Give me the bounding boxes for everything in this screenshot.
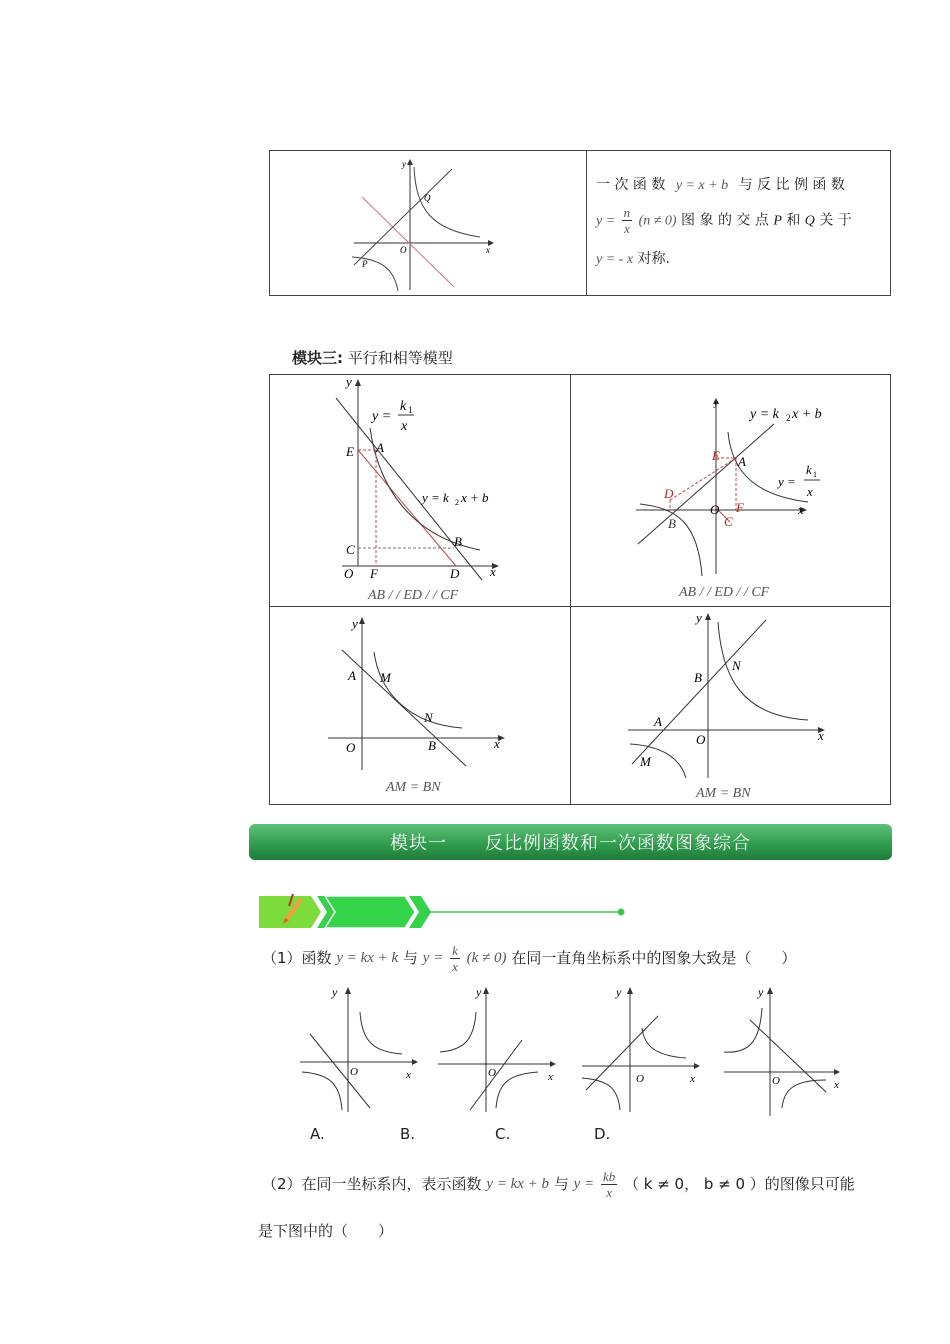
c4-y-label: y [696, 610, 702, 625]
c3-o-label: O [346, 740, 356, 755]
t1-line1-prefix: 一 次 函 数 [596, 177, 666, 193]
question-2-line2: 是下图中的（ ） [258, 1222, 394, 1240]
axis-x-label: x [486, 245, 490, 255]
c4-m-label: M [640, 754, 651, 769]
question-2 [262, 1170, 855, 1199]
c1-o-label: O [344, 566, 354, 581]
q2-f2-num: kb [602, 1169, 616, 1184]
c1-x-label: x [490, 564, 496, 579]
t1-line2-suffix: 图 象 的 交 点 [681, 212, 769, 229]
c1-hyper-y: y = [372, 409, 392, 424]
c2-a-label: A [738, 454, 746, 469]
q1-graph-a[interactable] [296, 984, 422, 1116]
q1a-x-label: x [406, 1069, 411, 1081]
q1-graph-c[interactable] [578, 984, 704, 1116]
c1-line-sub: 2 [455, 498, 459, 507]
t1-line1-suffix: 与 反 比 例 函 数 [738, 177, 845, 193]
q2-f2-y: y = [573, 1176, 595, 1192]
q1-option-d[interactable]: D. [594, 1125, 611, 1143]
c2-line-eq-b: x + b [792, 407, 822, 422]
c2-hyper-den: x [807, 484, 813, 499]
q1a-o-label: O [350, 1066, 358, 1078]
c1-e-label: E [346, 444, 354, 459]
t1-line1-formula: y = x + b [675, 178, 729, 193]
q1b-x-label: x [548, 1071, 553, 1083]
c1-line-eq-a: y = k [422, 490, 449, 505]
q1-graph-d[interactable] [720, 984, 846, 1116]
c4-o-label: O [696, 732, 706, 747]
module1-banner [249, 824, 892, 860]
module1-banner-title: 模块一 反比例函数和一次函数图象综合 [390, 833, 751, 854]
q1a-y-label: y [332, 985, 338, 999]
model-cell4-graph [622, 608, 832, 784]
c1-line-eq-b: x + b [461, 490, 489, 505]
t1-line2-y: y = [596, 213, 616, 229]
q1-f2-cond: (k ≠ 0) [466, 950, 507, 966]
module3-heading-bold: 模块三: [292, 349, 343, 367]
q1-f2-y: y = [422, 950, 444, 966]
c1-c-label: C [346, 542, 355, 557]
c3-x-label: x [494, 736, 500, 751]
t1-line2-q: Q [804, 213, 815, 229]
model-cell2-graph [632, 396, 832, 580]
q1c-y-label: y [616, 985, 622, 999]
module3-heading-rest: 平行和相等模型 [347, 349, 453, 367]
q1-graph-b[interactable] [434, 984, 560, 1116]
c4-b-label: B [694, 670, 702, 685]
c1-d-label: D [450, 566, 460, 581]
c2-hyper-num: k [806, 462, 812, 477]
origin-label: O [400, 245, 407, 255]
section-arrow-decoration [255, 890, 635, 934]
q1-mid: 与 [402, 949, 418, 967]
q1c-x-label: x [690, 1073, 695, 1085]
c3-b-label: B [428, 738, 436, 753]
q2-cond: （ k ≠ 0， b ≠ 0 ）的图像只可能 [624, 1175, 855, 1193]
c1-b-label: B [454, 534, 462, 549]
c2-b-label: B [668, 516, 676, 531]
c2-c-label: C [724, 514, 733, 529]
t1-line2-p: P [773, 213, 782, 229]
c1-y-label: y [346, 376, 352, 389]
table-models-hdivider [269, 606, 891, 607]
c2-line-eq-a: y = k [750, 407, 779, 422]
c1-hyper-den: x [401, 419, 408, 434]
c2-caption: AB / / ED / / CF [679, 585, 770, 600]
c3-n-label: N [424, 710, 433, 725]
point-q-label: Q [424, 193, 431, 203]
t1-line3-formula: y = - x [596, 252, 634, 267]
pq-symmetry-graph [340, 155, 500, 295]
t1-line2-and: 和 [786, 212, 801, 229]
q1-prefix: （1）函数 [262, 949, 332, 967]
q1d-o-label: O [772, 1075, 780, 1087]
c1-f-label: F [370, 566, 378, 581]
model-cell3-graph [322, 614, 512, 774]
c1-a-label: A [376, 440, 384, 455]
c3-y-label: y [352, 616, 358, 631]
table-top-divider [586, 150, 587, 296]
point-p-label: P [362, 259, 368, 269]
c2-d-label: D [664, 486, 674, 501]
q1d-y-label: y [758, 985, 764, 999]
c2-x-label: x [798, 502, 804, 517]
model-cell1-graph [330, 376, 510, 586]
c2-o-label: O [710, 502, 720, 517]
c1-caption: AB / / ED / / CF [368, 588, 459, 603]
q1b-y-label: y [476, 985, 482, 999]
q1-f2-den: x [452, 959, 458, 974]
q1-option-c[interactable]: C. [495, 1125, 511, 1143]
c1-hyper-sub: 1 [408, 405, 413, 415]
q2-mid: 与 [553, 1175, 569, 1193]
q1-f1: y = kx + k [336, 950, 399, 966]
c4-caption: AM = BN [696, 786, 751, 801]
c2-y-label: y [714, 398, 718, 408]
q2-f2-den: x [606, 1185, 612, 1200]
c2-hyper-sub: 1 [813, 470, 817, 479]
t1-line2-cond: (n ≠ 0) [638, 213, 677, 229]
q1b-o-label: O [488, 1067, 496, 1079]
q2-f1: y = kx + b [486, 1176, 550, 1192]
c4-x-label: x [818, 728, 824, 743]
c1-hyper-num: k [400, 399, 407, 414]
t1-line3-suffix: 对称. [637, 251, 670, 267]
t1-line2-about: 关 于 [819, 212, 852, 229]
c3-a-label: A [348, 668, 356, 683]
q1-f2-num: k [452, 943, 458, 958]
c2-e-label: E [712, 448, 720, 463]
module3-heading [292, 347, 453, 368]
t1-line2-den: x [623, 221, 630, 236]
q1c-o-label: O [636, 1073, 644, 1085]
q1-option-a[interactable]: A. [310, 1125, 325, 1143]
c4-n-label: N [732, 658, 741, 673]
q1-option-b[interactable]: B. [400, 1125, 416, 1143]
c2-f-label: F [736, 500, 744, 515]
q1d-x-label: x [834, 1079, 839, 1091]
c2-line-sub: 2 [786, 413, 791, 423]
q1-suffix: 在同一直角坐标系中的图象大致是（ ） [511, 949, 797, 967]
c4-a-label: A [654, 714, 662, 729]
axis-y-label: y [402, 159, 406, 169]
t1-line2-num: n [623, 205, 631, 220]
q2-prefix: （2）在同一坐标系内，表示函数 [262, 1175, 482, 1193]
c3-m-label: M [380, 670, 391, 685]
c3-caption: AM = BN [386, 780, 441, 795]
c2-hyper-y: y = [778, 474, 796, 489]
table-models-vdivider [570, 374, 571, 805]
question-1 [262, 944, 796, 973]
